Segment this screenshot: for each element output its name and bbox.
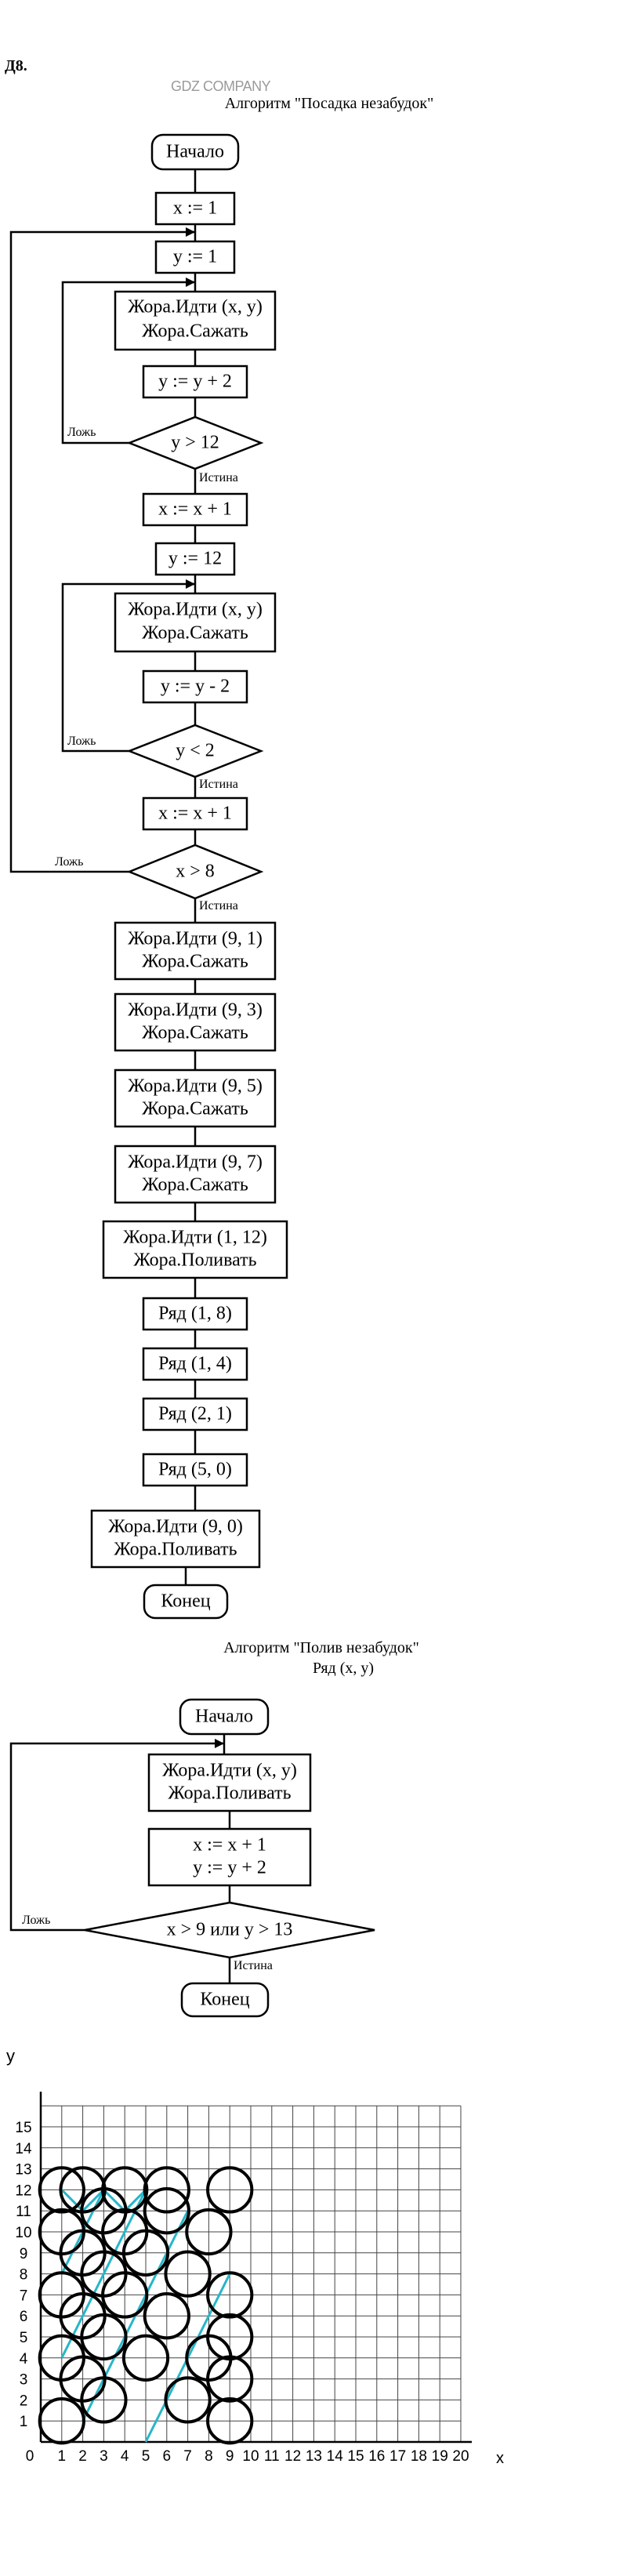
block-go-91-text: Жора.Идти (9, 1) — [128, 928, 263, 949]
block-y-plus2-text: y := y + 2 — [158, 371, 232, 392]
block-water-112-text: Жора.Поливать — [133, 1250, 257, 1271]
x-tick-label: 15 — [347, 2448, 364, 2465]
block-plant-1-text: Жора.Сажать — [142, 321, 248, 342]
x-tick-label: 16 — [368, 2448, 386, 2465]
y-tick-label: 5 — [19, 2330, 28, 2346]
block-x-plus1-a-text: x := x + 1 — [158, 499, 232, 520]
x-tick-label: 10 — [242, 2448, 259, 2465]
block-row-14-text: Ряд (1, 4) — [158, 1353, 232, 1374]
label-true-3: Истина — [199, 899, 238, 912]
y-tick-label: 3 — [19, 2371, 28, 2389]
block-go-2-text: Жора.Идти (x, y) — [128, 599, 263, 620]
x-tick-label: 18 — [410, 2448, 427, 2465]
x-tick-label: 17 — [389, 2448, 407, 2465]
algorithm2-title: Алгоритм "Полив незабудок" — [223, 1639, 419, 1656]
block-row-50-text: Ряд (5, 0) — [158, 1459, 232, 1480]
cond-x-gt-8-text: x > 8 — [176, 861, 215, 882]
block-plant-93-text: Жора.Сажать — [142, 1022, 248, 1043]
y-tick-label: 15 — [15, 2120, 32, 2136]
y-tick-label: 1 — [19, 2414, 28, 2431]
block-go-row-text: Жора.Идти (x, y) — [162, 1760, 297, 1781]
start-label-1: Начало — [166, 141, 224, 162]
x-tick-label: 0 — [25, 2448, 34, 2465]
y-tick-label: 4 — [19, 2350, 28, 2367]
label-false-3: Ложь — [55, 855, 84, 869]
block-water-90-text: Жора.Поливать — [114, 1539, 237, 1560]
label-false-2: Ложь — [67, 735, 96, 748]
block-plant-2-text: Жора.Сажать — [142, 622, 248, 644]
block-y-init-text: y := 1 — [172, 246, 218, 267]
block-go-112-text: Жора.Идти (1, 12) — [123, 1227, 267, 1248]
cond-row-end-text: x > 9 или y > 13 — [166, 1919, 293, 1940]
cond-y-gt-12-text: y > 12 — [171, 432, 219, 453]
cond-y-lt-2-text: y < 2 — [176, 740, 215, 761]
block-go-1-text: Жора.Идти (x, y) — [128, 296, 263, 317]
x-tick-label: 4 — [120, 2448, 129, 2465]
x-tick-label: 14 — [326, 2448, 343, 2465]
x-tick-label: 8 — [205, 2448, 213, 2465]
block-go-95-text: Жора.Идти (9, 5) — [128, 1076, 263, 1097]
block-plant-97-text: Жора.Сажать — [142, 1174, 248, 1195]
coordinate-grid — [6, 2046, 504, 2467]
x-tick-label: 6 — [162, 2448, 172, 2465]
y-tick-label: 14 — [15, 2140, 32, 2157]
x-tick-label: 12 — [284, 2448, 302, 2465]
label-true-row: Истина — [234, 1959, 273, 1972]
y-axis-label: y — [6, 2046, 15, 2066]
x-axis-label: x — [496, 2450, 504, 2467]
block-y-plus2-row-text: y := y + 2 — [193, 1857, 266, 1878]
block-row-18-text: Ряд (1, 8) — [158, 1303, 232, 1324]
block-y-12-text: y := 12 — [168, 548, 223, 569]
watermark: GDZ COMPANY — [171, 78, 271, 94]
algorithm1-title: Алгоритм "Посадка незабудок" — [224, 95, 434, 112]
label-false-1: Ложь — [67, 426, 96, 439]
block-plant-95-text: Жора.Сажать — [142, 1098, 248, 1119]
x-tick-label: 11 — [263, 2448, 280, 2465]
block-water-row-text: Жора.Поливать — [168, 1783, 292, 1804]
block-go-97-text: Жора.Идти (9, 7) — [128, 1152, 263, 1173]
block-go-93-text: Жора.Идти (9, 3) — [128, 1000, 263, 1021]
block-x-init-text: x := 1 — [172, 198, 218, 219]
y-tick-label: 10 — [15, 2225, 32, 2241]
block-plant-91-text: Жора.Сажать — [142, 951, 248, 972]
start-label-2: Начало — [195, 1706, 253, 1727]
block-x-plus1-row-text: x := x + 1 — [193, 1834, 266, 1856]
block-x-plus1-b-text: x := x + 1 — [158, 803, 232, 824]
x-tick-label: 9 — [225, 2448, 234, 2465]
end-label-2: Конец — [200, 1989, 250, 2010]
y-tick-label: 12 — [15, 2182, 32, 2200]
y-tick-label: 7 — [19, 2288, 28, 2305]
y-tick-label: 13 — [15, 2161, 32, 2179]
y-tick-label: 2 — [19, 2393, 28, 2410]
task-label: Д8. — [5, 57, 27, 74]
x-tick-label: 2 — [78, 2448, 87, 2465]
label-true-1: Истина — [199, 471, 238, 484]
x-tick-label: 19 — [431, 2448, 448, 2465]
y-tick-label: 11 — [16, 2204, 31, 2221]
label-true-2: Истина — [199, 778, 238, 791]
block-y-minus2-text: y := y - 2 — [160, 676, 230, 697]
y-tick-label: 6 — [19, 2309, 28, 2326]
y-tick-label: 8 — [19, 2266, 28, 2284]
x-tick-label: 13 — [305, 2448, 322, 2465]
label-false-row: Ложь — [22, 1914, 51, 1927]
x-tick-label: 5 — [141, 2448, 150, 2465]
block-go-90-text: Жора.Идти (9, 0) — [108, 1516, 243, 1537]
y-tick-label: 9 — [19, 2245, 28, 2262]
block-row-21-text: Ряд (2, 1) — [158, 1403, 232, 1424]
x-tick-label: 1 — [57, 2448, 67, 2465]
x-tick-label: 7 — [183, 2448, 192, 2465]
algorithm2-subtitle: Ряд (x, y) — [312, 1660, 375, 1677]
end-label-1: Конец — [161, 1591, 211, 1612]
x-tick-label: 20 — [452, 2448, 469, 2465]
x-tick-label: 3 — [100, 2448, 108, 2465]
